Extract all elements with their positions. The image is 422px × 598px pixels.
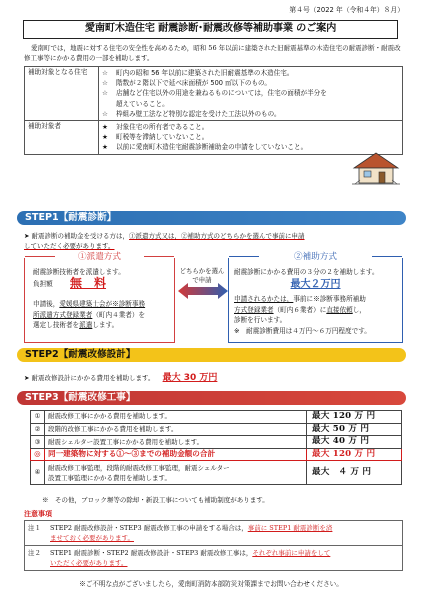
step1-text-c: していただく必要があります。 xyxy=(24,242,115,250)
step3-note: ※ その他，ブロック塀等の除却・新設工事についても補助制度があります。 xyxy=(42,496,269,504)
step3-bar: STEP3【耐震改修工事】 xyxy=(17,391,406,405)
dispatch-line2b: 愛媛県建築士会が※診断事務 xyxy=(59,300,146,308)
person-items: ★ 対象住宅の所有者であること。 ★ 町税等を滞納していないこと。 ★ 以前に愛南町木造住宅耐震診断補助金の申請をしていないこと。 xyxy=(99,121,403,155)
page-title: 愛南町木造住宅 耐震診断･耐震改修等補助事業 のご案内 xyxy=(23,20,398,39)
dispatch-line4c: します。 xyxy=(92,321,119,329)
table-row xyxy=(31,461,402,485)
table-row-total xyxy=(31,448,402,461)
subsidy-line4: 診断を行います。 xyxy=(234,316,287,324)
housing-item: 枠組み壁工法など特別な認定を受けた工法以外のもの。 xyxy=(116,109,281,118)
arrow-bullet-icon: ➤ xyxy=(24,232,30,240)
step2-desc: 耐震改修設計にかかる費用を補助します。 xyxy=(31,374,155,382)
dispatch-line2a: 申請後， xyxy=(33,300,60,308)
subsidy-caption: ②補助方式 xyxy=(294,252,337,262)
step2-amount: 最大 30 万円 xyxy=(162,373,218,383)
dispatch-burden-value: 無 料 xyxy=(70,276,107,290)
subsidy-line2b: 事前に※診断事務所補助 xyxy=(293,295,366,303)
row-amount: 最大 120 万 円 xyxy=(307,411,402,424)
note1-a: STEP2 耐震改修設計・STEP3 耐震改修工事の申請をする場合は， xyxy=(50,524,248,532)
dispatch-line3: 所派遣方式登録業者 xyxy=(33,310,93,319)
row-text: 耐震改修工事監理，段階的耐震改修工事監理，耐震シェルター xyxy=(48,463,230,472)
housing-item: 町内の昭和 56 年以前に建築された旧耐震基準の木造住宅。 xyxy=(116,69,294,77)
row-number: ④ xyxy=(31,461,45,485)
note-label: 注２ xyxy=(28,549,41,557)
subsidy-line3d: し， xyxy=(352,305,366,314)
double-arrow-icon xyxy=(178,283,228,299)
row-text: 同一建築物に対する①～③までの補助金額の合計 xyxy=(45,448,307,461)
subsidy-max: 最大２万円 xyxy=(290,279,341,290)
notes-box xyxy=(24,520,403,571)
note2-c: いただく必要があります。 xyxy=(50,559,128,567)
dispatch-caption: ①派遣方式 xyxy=(78,252,121,262)
row-number: ③ xyxy=(31,436,45,449)
table-row xyxy=(31,411,402,424)
subsidy-line3b: （町内６業者）に xyxy=(273,305,327,314)
dispatch-line3b: （町内４業者）を xyxy=(92,310,146,319)
row-amount: 最大 ４ 万 円 xyxy=(307,461,402,485)
person-item: 対象住宅の所有者であること。 xyxy=(116,123,209,132)
note-row xyxy=(25,521,402,545)
note-row xyxy=(25,545,402,570)
step1-bar: STEP1【耐震診断】 xyxy=(17,211,406,225)
note1-c: ませておく必要があります。 xyxy=(50,534,134,542)
intro-text: 愛南町では，地震に対する住宅の安全性を高めるため，昭和 56 年以前に建築された旧耐震基準の木造住宅の耐震診断・耐震改修工事等にかかる費用の一部を補助します。 xyxy=(24,44,401,62)
person-label: 補助対象者 xyxy=(25,121,99,155)
housing-item: 店舗など住宅以外の用途を兼ねるものについては，住宅の面積が半分を xyxy=(116,89,327,98)
note2-b: それぞれ事前に申請をして xyxy=(252,549,331,557)
row-amount: 最大 120 万 円 xyxy=(307,448,402,461)
housing-item: 超えていること。 xyxy=(116,99,169,108)
arrow-bullet-icon: ➤ xyxy=(24,374,30,382)
subsidy-method-box xyxy=(228,252,403,343)
person-item: 以前に愛南町木造住宅耐震診断補助金の申請をしていないこと。 xyxy=(116,143,308,152)
step1-text xyxy=(24,231,409,251)
row-number: ① xyxy=(31,411,45,424)
house-illustration xyxy=(350,150,402,186)
eligibility-table xyxy=(24,66,403,155)
dispatch-line4b: 派遣 xyxy=(79,321,93,329)
note2-a: STEP1 耐震診断・STEP2 耐震改修設計・STEP3 耐震改修工事は， xyxy=(50,549,253,557)
table-row xyxy=(31,423,402,436)
note-label: 注１ xyxy=(28,524,41,532)
housing-item: 階数が２階以下で延べ床面積が 500 ㎡以下のもの。 xyxy=(116,79,271,88)
step1-text-b: ①派遣方式又は，②補助方式のどちらかを選んで事前に申請 xyxy=(129,232,305,240)
issue-number: 第４号（2022 年（令和４年）８月） xyxy=(289,6,404,14)
row-amount: 最大 50 万 円 xyxy=(307,423,402,436)
subsidy-note: ※ 耐震診断費用は４万円～６万円程度です。 xyxy=(234,326,371,335)
row-text: 耐震シェルター設置工事にかかる費用を補助します。 xyxy=(45,436,307,449)
dispatch-line1: 耐震診断技術者を派遣します。 xyxy=(33,268,125,276)
subsidy-line1: 耐震診断にかかる費用の３分の２を補助します。 xyxy=(234,268,379,276)
dispatch-burden-label: 負担額 xyxy=(33,280,53,288)
subsidy-line3a: 方式登録業者 xyxy=(234,305,274,314)
step3-table xyxy=(30,410,402,485)
note1-b: 事前に STEP1 耐震診断を済 xyxy=(247,524,333,532)
footer-contact: ※ご不明な点がございましたら，愛南町消防本部防災対策課までお問い合わせください。 xyxy=(79,580,343,588)
row-number: ② xyxy=(31,423,45,436)
row-text: 段階的改修工事にかかる費用を補助します。 xyxy=(45,423,307,436)
row-number: ◎ xyxy=(31,448,45,461)
row-amount: 最大 40 万 円 xyxy=(307,436,402,449)
dispatch-line4a: 選定し技術者を xyxy=(33,321,80,329)
row-text: 耐震改修工事にかかる費用を補助します。 xyxy=(45,411,307,424)
person-item: 町税等を滞納していないこと。 xyxy=(116,133,209,142)
step2-bar: STEP2【耐震改修設計】 xyxy=(17,348,406,362)
step2-text xyxy=(24,372,217,384)
subsidy-line3c: 直接依頼 xyxy=(326,305,353,314)
housing-items: ☆ 町内の昭和 56 年以前に建築された旧耐震基準の木造住宅。 ☆ 階数が２階以下で延べ床面積が 500 ㎡以下のもの。 ☆ 店舗など住宅以外の用途を兼ねるものについては，住宅の面積が半分を 超えていること。 ☆ 枠組み壁工法など特別な認定を受けた工法以外のもの。 xyxy=(99,67,403,121)
row-text: 設置工事監理にかかる費用を補助します。 xyxy=(48,473,171,482)
step1-text-a: 耐震診断の補助金を受ける方は， xyxy=(31,232,130,240)
housing-label: 補助対象となる住宅 xyxy=(25,67,99,121)
table-row xyxy=(31,436,402,449)
subsidy-line2a: 申請されるかたは， xyxy=(234,295,294,303)
choose-text: どちらかを選んで申請 xyxy=(179,267,225,284)
notes-heading: 注意事項 xyxy=(24,510,52,518)
dispatch-method-box xyxy=(24,252,175,343)
